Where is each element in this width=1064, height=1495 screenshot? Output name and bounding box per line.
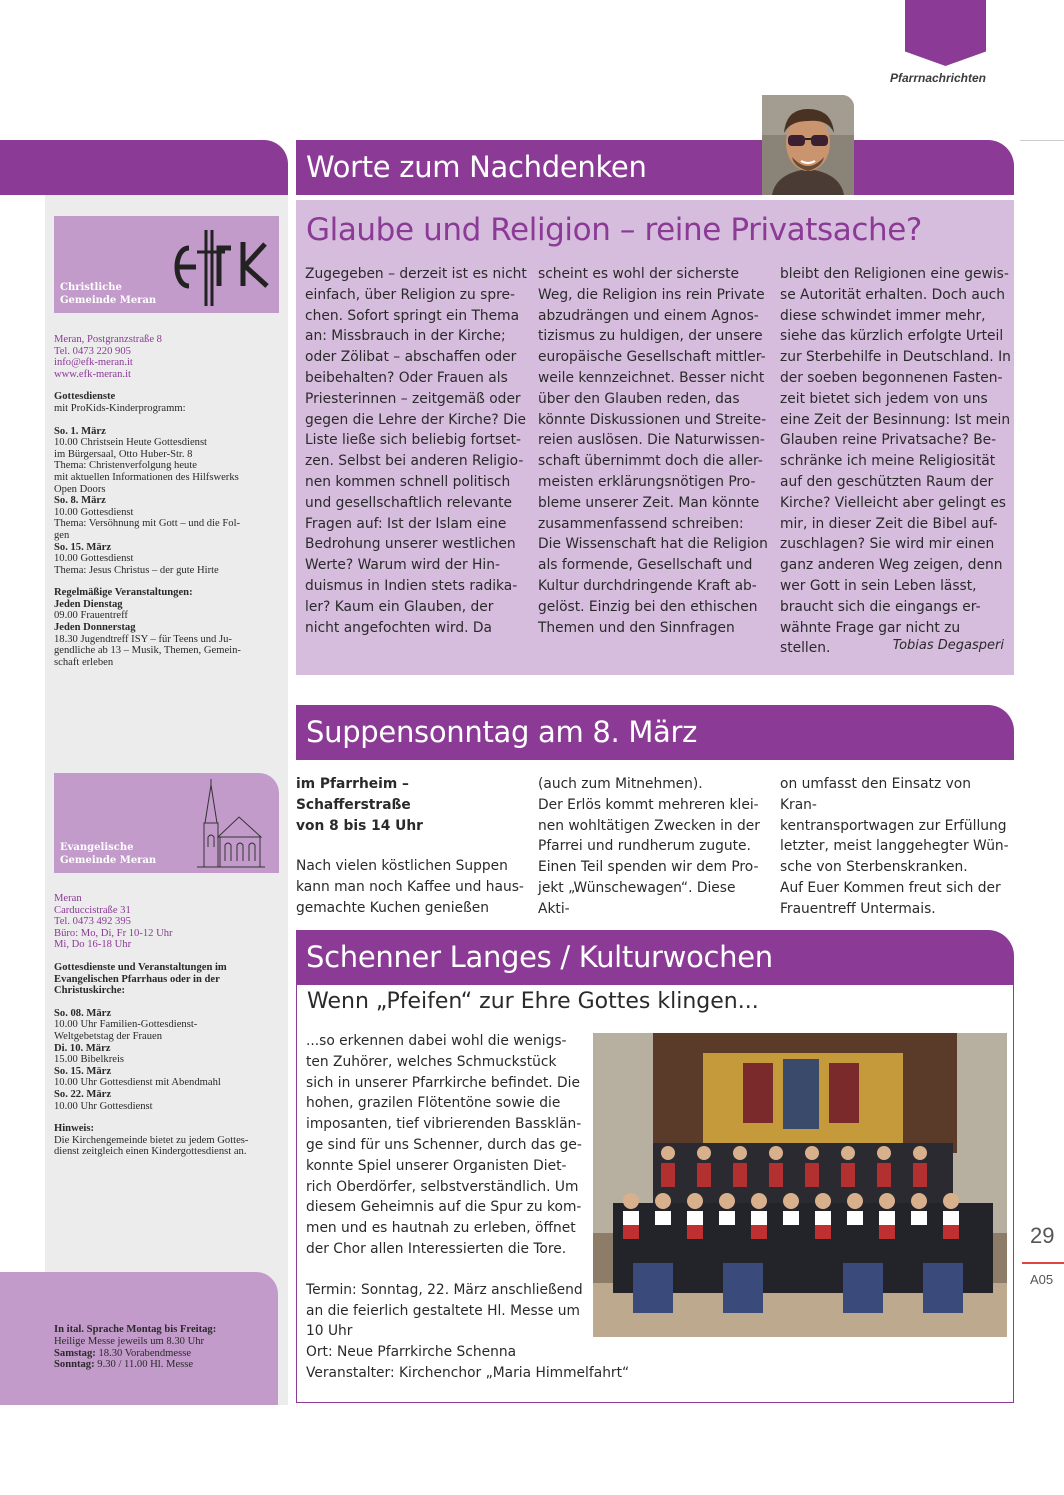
- text-line: duismus in Indien stets radika-: [305, 577, 518, 594]
- text-line: kentransportwagen zur Erfüllung: [780, 817, 1007, 834]
- text-line: ler? Kaum ein Glauben, der: [305, 598, 494, 615]
- text-line: ten Zuhörer, welches Schmuckstück: [306, 1053, 557, 1070]
- article-suppensonntag: [296, 760, 1014, 917]
- text-line: imposanten, tief vibrierenden Bassklän-: [306, 1116, 582, 1133]
- detail-line: Termin: Sonntag, 22. März anschließend: [306, 1281, 583, 1298]
- text-line: wer Gott in sein Leben lässt,: [780, 577, 977, 594]
- entry-line: mit aktuellen Informationen des Hilfswerks: [54, 471, 239, 483]
- text-line: jekt „Wünschewagen“. Diese Akti-: [538, 879, 736, 917]
- efk-logo-box: [54, 216, 279, 313]
- evang-intro-line: Christuskirche:: [54, 985, 126, 997]
- section-label: Pfarrnachrichten: [889, 71, 986, 85]
- sidebar-header-bar: [0, 140, 288, 195]
- evang-name-line: Gemeinde Meran: [60, 855, 157, 866]
- entry-line: 10.00 Gottesdienst: [54, 553, 134, 565]
- text-line: Bedrohung unserer westlichen: [305, 536, 516, 553]
- text-line: zuschlagen? Sie wird mir einen: [780, 536, 995, 553]
- text-line: rich Oberdörfer, selbstverständlich. Um: [306, 1178, 579, 1195]
- entry-line: 15.00 Bibelkreis: [54, 1054, 125, 1066]
- text-line: chen. Sofort springt ein Thema: [305, 307, 520, 324]
- article-subtitle: Wenn „Pfeifen“ zur Ehre Gottes klingen...: [307, 989, 759, 1014]
- text-line: Frauentreff Untermais.: [780, 900, 936, 917]
- text-line: über den Glauben reden, das: [538, 390, 740, 407]
- text-line: konnte Spiel unserer Organisten Diet-: [306, 1157, 567, 1174]
- text-line: scheint es wohl der sicherste: [538, 266, 740, 282]
- text-line: zeit bietet sich jedem von uns: [780, 390, 988, 407]
- efk-info: [54, 334, 279, 668]
- text-line: ge sind für uns Schenner, durch das ge-: [306, 1136, 582, 1153]
- entry-line: 10.00 Christsein Heute Gottesdienst: [54, 437, 208, 449]
- efk-address: Meran, Postgranzstraße 8: [54, 334, 162, 345]
- entry-date: So. 1. März: [54, 425, 106, 437]
- evang-name: [60, 841, 180, 867]
- article-author: Tobias Degasperi: [892, 638, 1004, 653]
- text-line: Fragen auf: Ist der Islam eine: [305, 515, 507, 532]
- lead-line: im Pfarrheim – Schafferstraße: [296, 776, 411, 813]
- text-line: an: Missbrauch in der Kirche;: [305, 328, 506, 345]
- text-line: Priesterinnen – zeitgemäß oder: [305, 390, 521, 407]
- entry-line: gen: [54, 529, 70, 541]
- article-body: [306, 1031, 630, 1384]
- text-line: schränke ich meine Religiosität: [780, 453, 996, 470]
- evang-contact-line: Tel. 0473 492 395: [54, 916, 131, 928]
- text-line: Glauben reine Privatsache? Be-: [780, 432, 997, 449]
- text-line: mir, in dieser Zeit die Bibel auf-: [780, 515, 998, 532]
- regular-line: schaft erleben: [54, 656, 114, 668]
- text-line: Werte? Warum wird der Hin-: [305, 557, 500, 574]
- efk-regular-title: Regelmäßige Veranstaltungen:: [54, 587, 193, 599]
- article-column-3: [780, 774, 1012, 920]
- evang-entry: [54, 1008, 279, 1043]
- choir-photo-image: [593, 1033, 1007, 1337]
- regular-line: 09.00 Frauentreff: [54, 610, 128, 622]
- section-title: Suppensonntag am 8. März: [306, 715, 698, 749]
- lead-line: von 8 bis 14 Uhr: [296, 817, 423, 834]
- italian-sat-text: 18.30 Vorabendmesse: [95, 1347, 192, 1359]
- text-line: zen. Selbst bei anderen Religio-: [305, 453, 524, 470]
- entry-line: Thema: Jesus Christus – der gute Hirte: [54, 564, 219, 576]
- evang-contact-line: Büro: Mo, Di, Fr 10-12 Uhr: [54, 927, 173, 939]
- entry-line: 10.00 Uhr Gottesdienst: [54, 1100, 153, 1112]
- efk-phone: Tel. 0473 220 905: [54, 345, 131, 357]
- article-schenner: [296, 985, 1014, 1403]
- text-line: se Autorität erhalten. Doch auch: [780, 286, 1005, 303]
- entry-date: So. 8. März: [54, 495, 106, 507]
- efk-email-link[interactable]: info@efk-meran.it: [54, 357, 133, 369]
- text-line: bleme unserer Zeit. Man könnte: [538, 494, 760, 511]
- italian-mass-info: [54, 1324, 274, 1371]
- efk-entry: [54, 542, 279, 577]
- text-line: zusammenfassend schreiben:: [538, 515, 744, 532]
- regular-day: Jeden Donnerstag: [54, 622, 136, 634]
- italian-sat-label: Samstag:: [54, 1347, 96, 1359]
- detail-line: Veranstalter: Kirchenchor „Maria Himmelfahrt“: [306, 1364, 630, 1381]
- text-line: reien auslösen. Die Naturwissen-: [538, 432, 765, 449]
- section-header-worte: [296, 140, 1014, 195]
- text-line: Einen Teil spenden wir dem Pro-: [538, 859, 759, 876]
- text-line: Pfarrei und rundherum zugute.: [538, 838, 751, 855]
- page-number-rule: [1022, 1262, 1064, 1264]
- page-code: A05: [1030, 1272, 1054, 1287]
- text-line: Zugegeben – derzeit ist es nicht: [305, 266, 527, 282]
- evang-entry: [54, 1089, 279, 1112]
- italian-sun-label: Sonntag:: [54, 1359, 95, 1371]
- article-headline: Glaube und Religion – reine Privatsache?: [306, 212, 922, 248]
- detail-line: an die feierlich gestaltete Hl. Messe um: [306, 1302, 580, 1319]
- text-line: nen kommen schnell politisch: [305, 473, 511, 490]
- text-line: kann man noch Kaffee und haus-: [296, 879, 524, 896]
- text-line: bleibt den Religionen eine gewis-: [780, 266, 1009, 282]
- regular-day: Jeden Dienstag: [54, 598, 123, 610]
- text-line: Auf Euer Kommen freut sich der: [780, 879, 1001, 896]
- side-rule: [1020, 140, 1064, 141]
- text-line: hohen, grazilen Flötentöne sowie die: [306, 1095, 561, 1112]
- entry-date: So. 15. März: [54, 1065, 112, 1077]
- article-column-1: [296, 774, 526, 919]
- efk-services-sub: mit ProKids-Kinderprogramm:: [54, 402, 186, 414]
- text-line: diese schwindet immer mehr,: [780, 307, 986, 324]
- text-line: ...so erkennen dabei wohl die wenigs-: [306, 1033, 567, 1049]
- italian-title: In ital. Sprache Montag bis Freitag:: [54, 1324, 217, 1335]
- efk-name: [60, 281, 180, 307]
- text-line: schaft übernimmt doch die aller-: [538, 453, 763, 470]
- text-line: nicht angefochten wird. Da: [305, 619, 492, 636]
- text-line: Themen und den Sinnfragen: [538, 619, 735, 636]
- text-line: (auch zum Mitnehmen).: [538, 776, 703, 792]
- text-line: zur Sterbehilfe in Deutschland. In: [780, 349, 1011, 366]
- evang-contact-line: Meran: [54, 893, 82, 904]
- text-line: könnte Diskussionen und Streite-: [538, 411, 767, 428]
- evang-intro-line: Evangelischen Pfarrhaus oder in der: [54, 973, 220, 985]
- article-glaube: [296, 200, 1014, 675]
- efk-name-line: Gemeinde Meran: [60, 295, 157, 306]
- text-line: einfach, über Religion zu spre-: [305, 286, 515, 303]
- section-title: Worte zum Nachdenken: [306, 150, 647, 184]
- efk-entry: [54, 426, 279, 496]
- detail-line: 10 Uhr: [306, 1323, 353, 1340]
- text-line: Kirche? Vielleicht aber gelingt es: [780, 494, 1006, 511]
- text-line: diesem Geheimnis auf die Spur zu kom-: [306, 1199, 582, 1216]
- text-line: Liste ließe sich beliebig fortset-: [305, 432, 522, 449]
- portrait-image: [762, 95, 854, 195]
- choir-photo: [593, 1033, 1007, 1337]
- text-line: wähnte Frage gar nicht zu stellen.: [780, 619, 961, 657]
- section-header-suppensonntag: [296, 705, 1014, 760]
- entry-date: So. 08. März: [54, 1007, 112, 1019]
- entry-date: So. 22. März: [54, 1088, 112, 1100]
- text-line: gegen die Lehre der Kirche? Die: [305, 411, 527, 428]
- section-title: Schenner Langes / Kulturwochen: [306, 940, 773, 974]
- article-column-2: [538, 264, 768, 638]
- top-tab-marker: [905, 0, 986, 66]
- italian-line: Heilige Messe jeweils um 8.30 Uhr: [54, 1335, 205, 1347]
- efk-entry: [54, 495, 279, 541]
- evang-contact-line: Carduccistraße 31: [54, 904, 131, 916]
- evang-note-line: dienst zeitgleich einen Kindergottesdienst an.: [54, 1146, 247, 1158]
- text-line: abzudrängen und einem Agnos-: [538, 307, 759, 324]
- section-header-schenner: [296, 930, 1014, 985]
- evang-note-title: Hinweis:: [54, 1123, 95, 1135]
- entry-line: Thema: Versöhnung mit Gott – und die Fol-: [54, 518, 241, 530]
- text-line: gelöst. Einzig bei den ethischen: [538, 598, 758, 615]
- text-line: nen wohltätigen Zwecken in der: [538, 817, 760, 834]
- text-line: sche von Sterbenskranken.: [780, 859, 968, 876]
- text-line: auf den geschützten Raum der: [780, 473, 994, 490]
- efk-website-link[interactable]: www.efk-meran.it: [54, 368, 131, 380]
- text-line: weile kennzeichnet. Besser nicht: [538, 369, 765, 386]
- text-line: Kultur durchdringende Kraft ab-: [538, 577, 757, 594]
- entry-line: Thema: Christenverfolgung heute: [54, 460, 197, 472]
- author-portrait: [762, 95, 854, 195]
- entry-line: im Bürgersaal, Otto Huber-Str. 8: [54, 448, 193, 460]
- regular-line: gendliche ab 13 – Musik, Themen, Gemein-: [54, 645, 241, 657]
- text-line: Die Wissenschaft hat die Religion: [538, 536, 768, 553]
- text-line: gemachte Kuchen genießen: [296, 899, 490, 916]
- text-line: Weg, die Religion ins rein Private: [538, 286, 765, 303]
- text-line: und gesellschaftlich relevante: [305, 494, 513, 511]
- article-column-3: [780, 264, 1012, 659]
- entry-line: Open Doors: [54, 483, 106, 495]
- evang-contact-line: Mi, Do 16-18 Uhr: [54, 939, 132, 951]
- evang-info: [54, 893, 279, 1158]
- efk-name-line: Christliche: [60, 282, 122, 293]
- evang-name-line: Evangelische: [60, 842, 134, 853]
- article-column-1: [305, 264, 527, 638]
- article-column-2: [538, 774, 770, 920]
- evang-intro-line: Gottesdienste und Veranstaltungen im: [54, 961, 227, 973]
- text-line: oder Zölibat – abschaffen oder: [305, 349, 517, 366]
- page-number: 29: [1030, 1223, 1055, 1248]
- efk-services-title: Gottesdienste: [54, 391, 116, 403]
- entry-line: Weltgebetstag der Frauen: [54, 1030, 162, 1042]
- text-line: meisten erklärungsnötigen Pro-: [538, 473, 756, 490]
- text-line: tizismus zu huldigen, der unsere: [538, 328, 763, 345]
- text-line: eine Zeit der Besinnung: Ist mein: [780, 411, 1011, 428]
- text-line: on umfasst den Einsatz von Kran-: [780, 776, 971, 813]
- text-line: siehe das kürzlich erfolgte Urteil: [780, 328, 1004, 345]
- entry-date: Di. 10. März: [54, 1042, 111, 1054]
- entry-line: 10.00 Uhr Gottesdienst mit Abendmahl: [54, 1077, 221, 1089]
- text-line: beibehalten? Oder Frauen als: [305, 369, 508, 386]
- text-line: ganz anderen Weg zeigen, denn: [780, 557, 1003, 574]
- entry-line: 10.00 Gottesdienst: [54, 506, 134, 518]
- church-icon: [195, 777, 267, 869]
- text-line: men und es hautnah zu erleben, öffnet: [306, 1220, 576, 1237]
- detail-line: Ort: Neue Pfarrkirche Schenna: [306, 1344, 517, 1361]
- text-line: braucht sich die eingangs er-: [780, 598, 981, 615]
- text-line: europäische Gesellschaft mittler-: [538, 349, 766, 366]
- text-line: als formende, Gesellschaft und: [538, 557, 753, 574]
- regular-line: 18.30 Jugendtreff ISY – für Teens und Ju-: [54, 633, 232, 645]
- text-line: Der Erlös kommt mehreren klei-: [538, 796, 759, 813]
- text-line: der Chor allen Interessierten die Tore.: [306, 1240, 567, 1257]
- evang-logo-box: [54, 773, 279, 873]
- text-line: der soeben begonnenen Fasten-: [780, 369, 1003, 386]
- italian-sun-text: 9.30 / 11.00 Hl. Messe: [94, 1359, 194, 1371]
- evang-entry: [54, 1043, 279, 1066]
- text-line: letzter, meist langgehegter Wün-: [780, 838, 1009, 855]
- entry-date: So. 15. März: [54, 541, 112, 553]
- evang-entry: [54, 1066, 279, 1089]
- text-line: sich in unserer Pfarrkirche befindet. Die: [306, 1074, 580, 1091]
- text-line: Nach vielen köstlichen Suppen: [296, 858, 508, 875]
- entry-line: 10.00 Uhr Familien-Gottesdienst-: [54, 1019, 198, 1031]
- evang-note-line: Die Kirchengemeinde bietet zu jedem Gottes-: [54, 1134, 249, 1146]
